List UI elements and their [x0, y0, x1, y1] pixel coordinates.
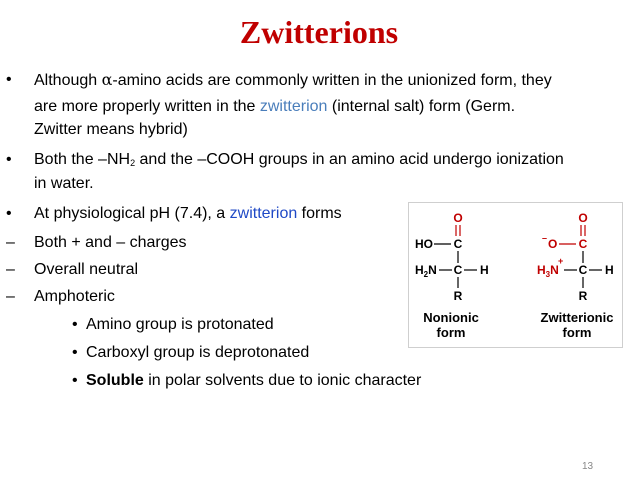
- amine-group: [415, 263, 437, 279]
- nonionic-structure: [415, 211, 489, 340]
- sub-item-carboxyl: Carboxyl group is deprotonated: [86, 344, 310, 361]
- subscript: 3: [545, 270, 551, 279]
- bullet-2-line-2: in water.: [34, 175, 94, 192]
- text-run: (internal salt) form (Germ.: [327, 98, 516, 115]
- dash-item-amphoteric: Amphoteric: [34, 288, 115, 305]
- atom-o-single: O: [548, 237, 558, 251]
- sub-item-amino: Amino group is protonated: [86, 316, 274, 333]
- text-run: At physiological pH (7.4), a: [34, 205, 230, 222]
- ammonium-group: [537, 263, 559, 279]
- atom-c: C: [578, 263, 588, 277]
- slide-title: Zwitterions: [239, 14, 399, 50]
- sub-bullet-marker: •: [72, 372, 78, 389]
- zwitterionic-structure: [537, 211, 614, 340]
- caption-line-2: form: [562, 325, 592, 340]
- atom-ho: HO: [415, 237, 433, 251]
- text-run: in polar solvents due to ionic character: [143, 372, 422, 389]
- alpha-symbol: α: [101, 70, 113, 89]
- bullet-1-line-2: [34, 95, 515, 118]
- text-run: Although: [34, 72, 102, 89]
- subscript: 2: [423, 270, 429, 279]
- dash-item-neutral: Overall neutral: [34, 261, 139, 278]
- structure-figure: [408, 202, 623, 348]
- zwitterion-term: zwitterion: [259, 98, 328, 115]
- subscript: 2: [130, 158, 136, 168]
- bullet-marker: •: [6, 205, 12, 222]
- atom-c: C: [578, 237, 588, 251]
- atom-o: O: [578, 211, 588, 225]
- sub-bullet-marker: •: [72, 316, 78, 333]
- plus-charge: +: [558, 256, 564, 266]
- atom-n: N: [550, 263, 559, 277]
- structure-diagram: [409, 203, 622, 347]
- sub-item-soluble: [86, 369, 421, 392]
- page-number: 13: [582, 461, 594, 472]
- dash-marker: –: [6, 288, 15, 305]
- caption-line-2: form: [436, 325, 466, 340]
- text-run: Both the –NH: [34, 151, 131, 168]
- bold-term: Soluble: [86, 372, 144, 389]
- dash-marker: –: [6, 261, 15, 278]
- bullet-marker: •: [6, 71, 12, 88]
- minus-charge: –: [542, 233, 548, 243]
- dash-item-charges: Both + and – charges: [34, 234, 187, 251]
- text-run: are more properly written in the: [34, 98, 260, 115]
- caption-line-1: Zwitterionic: [540, 310, 614, 325]
- atom-c: C: [453, 263, 463, 277]
- dash-marker: –: [6, 234, 15, 251]
- atom-n: N: [428, 263, 437, 277]
- atom-c: C: [453, 237, 463, 251]
- sub-bullet-marker: •: [72, 344, 78, 361]
- caption-line-1: Nonionic: [423, 310, 479, 325]
- atom-h: H: [537, 263, 546, 277]
- zwitterion-term: zwitterion: [229, 205, 298, 222]
- bullet-1-line-3: Zwitter means hybrid): [34, 121, 188, 138]
- text-run: forms: [297, 205, 342, 222]
- bullet-marker: •: [6, 151, 12, 168]
- text-run: -amino acids are commonly written in the unionized form, they: [112, 72, 552, 89]
- atom-o: O: [453, 211, 463, 225]
- atom-r: R: [453, 289, 463, 303]
- bullet-1-line-1: [34, 68, 552, 92]
- atom-h: H: [605, 263, 614, 277]
- text-run: and the –COOH groups in an amino acid undergo ionization: [135, 151, 564, 168]
- atom-h: H: [415, 263, 424, 277]
- bullet-2-line-1: [34, 148, 564, 175]
- atom-r: R: [578, 289, 588, 303]
- bullet-3: [34, 202, 342, 225]
- atom-h: H: [480, 263, 489, 277]
